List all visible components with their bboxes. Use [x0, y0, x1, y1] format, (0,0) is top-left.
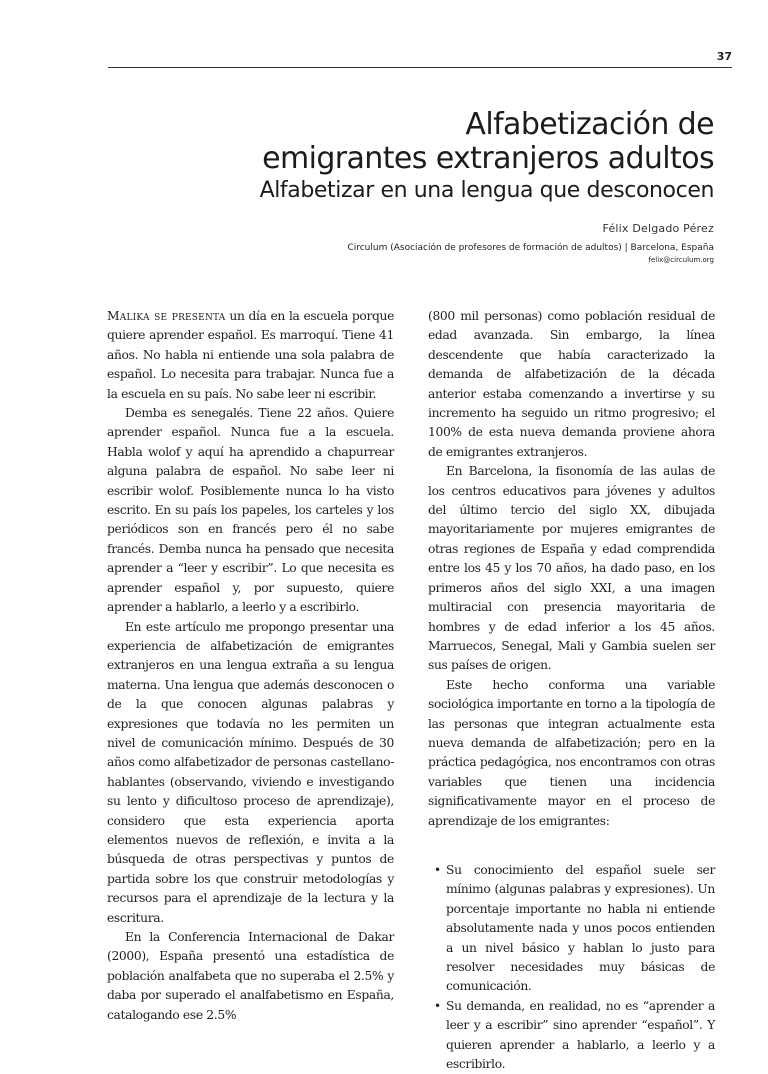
- bullet-list: [428, 861, 715, 1074]
- paragraph-text: un día en la escuela porque quiere aprender español. Es marroquí. Tiene 41 años. No habla ni entiende una sola palabra de español. Lo necesita para trabajar. Nunca fue a la escuela en su país. No sabe leer ni escribir.: [107, 309, 395, 401]
- article-title-line-2: emigrantes extranjeros adultos: [262, 141, 714, 176]
- bullet-icon: •: [434, 998, 441, 1013]
- right-column: [428, 307, 715, 1072]
- list-item: [428, 861, 715, 997]
- author-affiliation: Circulum (Asociación de profesores de formación de adultos) | Barcelona, España: [347, 243, 714, 253]
- paragraph: Demba es senegalés. Tiene 22 años. Quiere aprender español. Nunca fue a la escuela. Habla wolof y aquí ha aprendido a chapurrear alguna palabra de español. No sabe leer ni escribir wolof. Posiblemente nunca lo ha visto escrito. En su país los papeles, los carteles y los periódicos son en francés pero él no sabe francés. Demba nunca ha pensado que necesita aprender a “leer y escribir”. Lo que necesita es aprender español y, por supuesto, quiere aprender a hablarlo, a leerlo y a escribirlo.: [107, 406, 394, 615]
- article-header: [114, 108, 714, 264]
- article-subtitle: Alfabetizar en una lengua que desconocen: [259, 178, 714, 203]
- lead-in: Malika se presenta: [107, 309, 226, 323]
- left-column: [107, 307, 395, 1022]
- header-rule: [108, 67, 732, 68]
- author-email: felix@circulum.org: [648, 256, 714, 264]
- paragraph: En la Conferencia Internacional de Dakar (2000), España presentó una estadística de población analfabeta que no superaba el 2.5% y daba por superado el analfabetismo en España, catalogando ese 2.5%: [107, 930, 394, 1022]
- article-body: [107, 307, 715, 1072]
- author-name: Félix Delgado Pérez: [602, 222, 714, 235]
- article-title-line-1: Alfabetización de: [465, 107, 714, 142]
- paragraph: Este hecho conforma una variable sociológica importante en torno a la tipología de las personas que integran actualmente esta nueva demanda de alfabetización; pero en la práctica pedagógica, nos encontramos con otras variables que tienen una incidencia significativamente mayor en el proceso de aprendizaje de los emigrantes:: [428, 677, 715, 828]
- list-item-text: Su conocimiento del español suele ser mínimo (algunas palabras y expresiones). Un porcentaje importante no habla ni entiende absolutamente nada y unos pocos entienden a un nivel básico y hablan lo justo para resolver necesidades muy básicas de comunicación.: [446, 862, 715, 994]
- paragraph: En este artículo me propongo presentar una experiencia de alfabetización de emigrantes extranjeros en una lengua extraña a su lengua materna. Una lengua que además desconocen o de la que conocen algunas palabras y expresiones que todavía no les permiten un nivel de comunicación mínimo. Después de 30 años como alfabetizador de personas castellano-hablantes (observando, viviendo e investigando su lento y dificultoso proceso de aprendizaje), considero que esta experiencia aporta elementos nuevos de reflexión, e invita a la búsqueda de otras perspectivas y puntos de partida sobre los que construir metodologías y recursos para el aprendizaje de la lectura y la escritura.: [107, 619, 394, 925]
- bullet-icon: •: [434, 862, 441, 877]
- paragraph: En Barcelona, la fisonomía de las aulas de los centros educativos para jóvenes y adultos del último tercio del siglo XX, dibujada mayoritariamente por mujeres emigrantes de otras regiones de España y edad comprendida entre los 45 y los 70 años, ha dado paso, en los primeros años del siglo XXI, a una imagen multiracial con presencia mayoritaria de hombres y de edad inferior a los 45 años. Marruecos, Senegal, Mali y Gambia suelen ser sus países de origen.: [428, 464, 715, 673]
- list-item-text: Su demanda, en realidad, no es “aprender a leer y a escribir” sino aprender “español”. Y quieren aprender a hablarlo, a leerlo y a escribirlo.: [446, 998, 715, 1072]
- paragraph: [107, 307, 394, 404]
- page-number: 37: [716, 50, 732, 63]
- paragraph: (800 mil personas) como población residual de edad avanzada. Sin embargo, la línea descendente que había caracterizado la demanda de alfabetización de la década anterior estaba comenzando a invertirse y su incremento ha seguido un ritmo progresivo; el 100% de esta nueva demanda proviene ahora de emigrantes extranjeros.: [428, 309, 715, 459]
- list-item: [428, 997, 715, 1074]
